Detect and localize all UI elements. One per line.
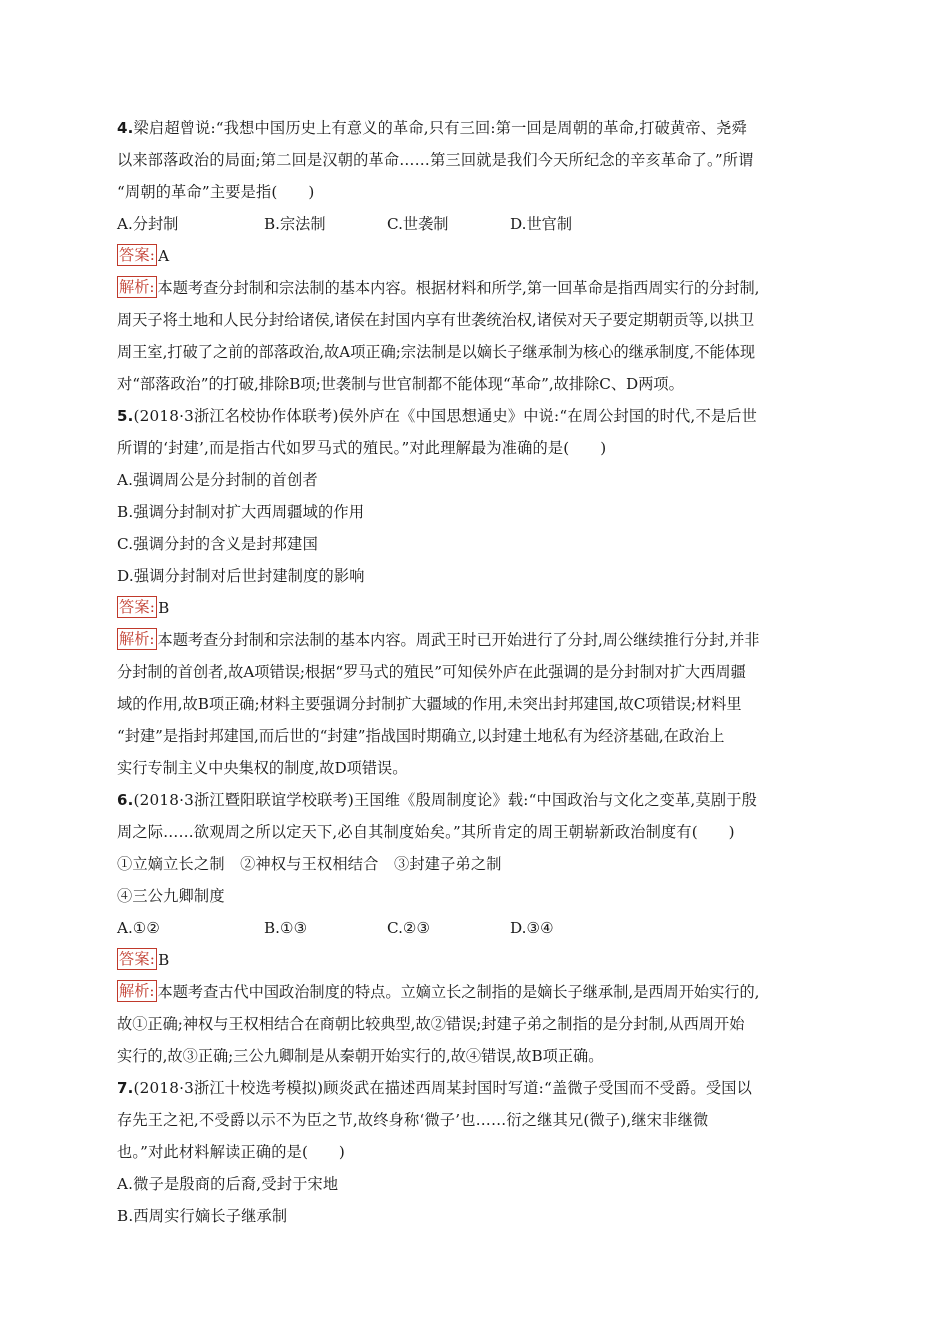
- analysis-block: [117, 624, 839, 784]
- analysis-tag: 解析:: [119, 982, 155, 1000]
- answer-value: B: [158, 951, 170, 969]
- answer-line: [117, 944, 839, 976]
- answer-line: [117, 592, 839, 624]
- question-number: 5.: [117, 407, 134, 425]
- question-stem-line: 7.(2018·3浙江十校选考模拟)顾炎武在描述西周某封国时写道:“盖微子受国而不受爵。受国以: [117, 1079, 752, 1097]
- answer-tag: 答案:: [119, 246, 156, 264]
- question-stem-line: “周朝的革命”主要是指( ): [117, 183, 315, 201]
- option-a: A.微子是殷商的后裔,受封于宋地: [117, 1175, 339, 1193]
- analysis-line: “封建”是指封邦建国,而后世的“封建”指战国时期确立,以封建土地私有为经济基础,在政治上: [117, 727, 725, 745]
- answer-value: A: [158, 247, 170, 265]
- analysis-line: 周王室,打破了之前的部落政治,故A项正确;宗法制是以嫡长子继承制为核心的继承制度,不能体现: [117, 343, 756, 361]
- analysis-tag: 解析:: [119, 630, 155, 648]
- analysis-line: 周天子将土地和人民分封给诸侯,诸侯在封国内享有世袭统治权,诸侯对天子要定期朝贡等,以拱卫: [117, 311, 755, 329]
- question-stem-line: 6.(2018·3浙江暨阳联谊学校联考)王国维《殷周制度论》载:“中国政治与文化之变革,莫剧于殷: [117, 791, 758, 809]
- analysis-line: 对“部落政治”的打破,排除B项;世袭制与世官制都不能体现“革命”,故排除C、D两项。: [117, 375, 684, 393]
- document-page: [117, 112, 839, 1232]
- analysis-line: 解析: 本题考查古代中国政治制度的特点。立嫡立长之制指的是嫡长子继承制,是西周开始实行的,: [119, 982, 760, 1001]
- analysis-line: 实行专制主义中央集权的制度,故D项错误。: [117, 759, 408, 777]
- option-d: D.世官制: [510, 215, 573, 233]
- analysis-tag: 解析:: [119, 278, 155, 296]
- question-7: [117, 1072, 839, 1232]
- option-c: C.②③: [387, 919, 431, 937]
- question-stem-line: 以来部落政治的局面;第二回是汉朝的革命……第三回就是我们今天所纪念的辛亥革命了。”所谓: [117, 151, 754, 169]
- option-c: C.强调分封的含义是封邦建国: [117, 535, 318, 553]
- answer-tag: 答案:: [119, 950, 156, 968]
- analysis-line: 分封制的首创者,故A项错误;根据“罗马式的殖民”可知侯外庐在此强调的是分封制对扩大西周疆: [117, 663, 746, 681]
- question-stem-line: 也。”对此材料解读正确的是( ): [117, 1143, 346, 1161]
- option-b: B.①③: [264, 919, 308, 937]
- analysis-line: 域的作用,故B项正确;材料主要强调分封制扩大疆域的作用,未突出封邦建国,故C项错误;材料里: [117, 695, 742, 713]
- analysis-line: 实行的,故③正确;三公九卿制是从秦朝开始实行的,故④错误,故B项正确。: [117, 1047, 604, 1065]
- question-stem-line: ①立嫡立长之制 ②神权与王权相结合 ③封建子弟之制: [117, 855, 502, 873]
- question-number: 4.: [117, 119, 134, 137]
- answer-tag: 答案:: [119, 598, 156, 616]
- question-6: [117, 784, 839, 1072]
- answer-line: [117, 240, 839, 272]
- analysis-line: 解析: 本题考查分封制和宗法制的基本内容。根据材料和所学,第一回革命是指西周实行的分封制,: [119, 278, 760, 297]
- option-d: D.③④: [510, 919, 554, 937]
- option-c: C.世袭制: [387, 215, 449, 233]
- option-d: D.强调分封制对后世封建制度的影响: [117, 567, 365, 585]
- option-a: A.强调周公是分封制的首创者: [117, 471, 318, 489]
- option-a: A.①②: [117, 919, 161, 937]
- question-stem-line: 存先王之祀,不受爵以示不为臣之节,故终身称‘微子’也……衍之继其兄(微子),继宋非继微: [117, 1111, 709, 1129]
- options-row: [117, 208, 839, 240]
- question-5: [117, 400, 839, 784]
- option-b: B.宗法制: [264, 215, 326, 233]
- question-stem-line: ④三公九卿制度: [117, 887, 225, 905]
- question-stem-line: 周之际……欲观周之所以定天下,必自其制度始矣。”其所肯定的周王朝崭新政治制度有( ): [117, 823, 735, 841]
- option-b: B.西周实行嫡长子继承制: [117, 1207, 288, 1225]
- option-b: B.强调分封制对扩大西周疆域的作用: [117, 503, 365, 521]
- analysis-line: 解析: 本题考查分封制和宗法制的基本内容。周武王时已开始进行了分封,周公继续推行分封,并非: [119, 630, 760, 649]
- question-stem-line: 5.(2018·3浙江名校协作体联考)侯外庐在《中国思想通史》中说:“在周公封国的时代,不是后世: [117, 407, 758, 425]
- options-row: [117, 912, 839, 944]
- question-number: 7.: [117, 1079, 134, 1097]
- answer-value: B: [158, 599, 170, 617]
- analysis-block: [117, 976, 839, 1072]
- analysis-line: 故①正确;神权与王权相结合在商朝比较典型,故②错误;封建子弟之制指的是分封制,从西周开始: [117, 1015, 745, 1033]
- option-a: A.分封制: [117, 215, 179, 233]
- analysis-block: [117, 272, 839, 400]
- question-number: 6.: [117, 791, 134, 809]
- question-stem-line: 所谓的‘封建’,而是指古代如罗马式的殖民。”对此理解最为准确的是( ): [117, 439, 607, 457]
- question-stem-line: 4.梁启超曾说:“我想中国历史上有意义的革命,只有三回:第一回是周朝的革命,打破黄帝、尧舜: [117, 119, 747, 137]
- question-4: [117, 112, 839, 400]
